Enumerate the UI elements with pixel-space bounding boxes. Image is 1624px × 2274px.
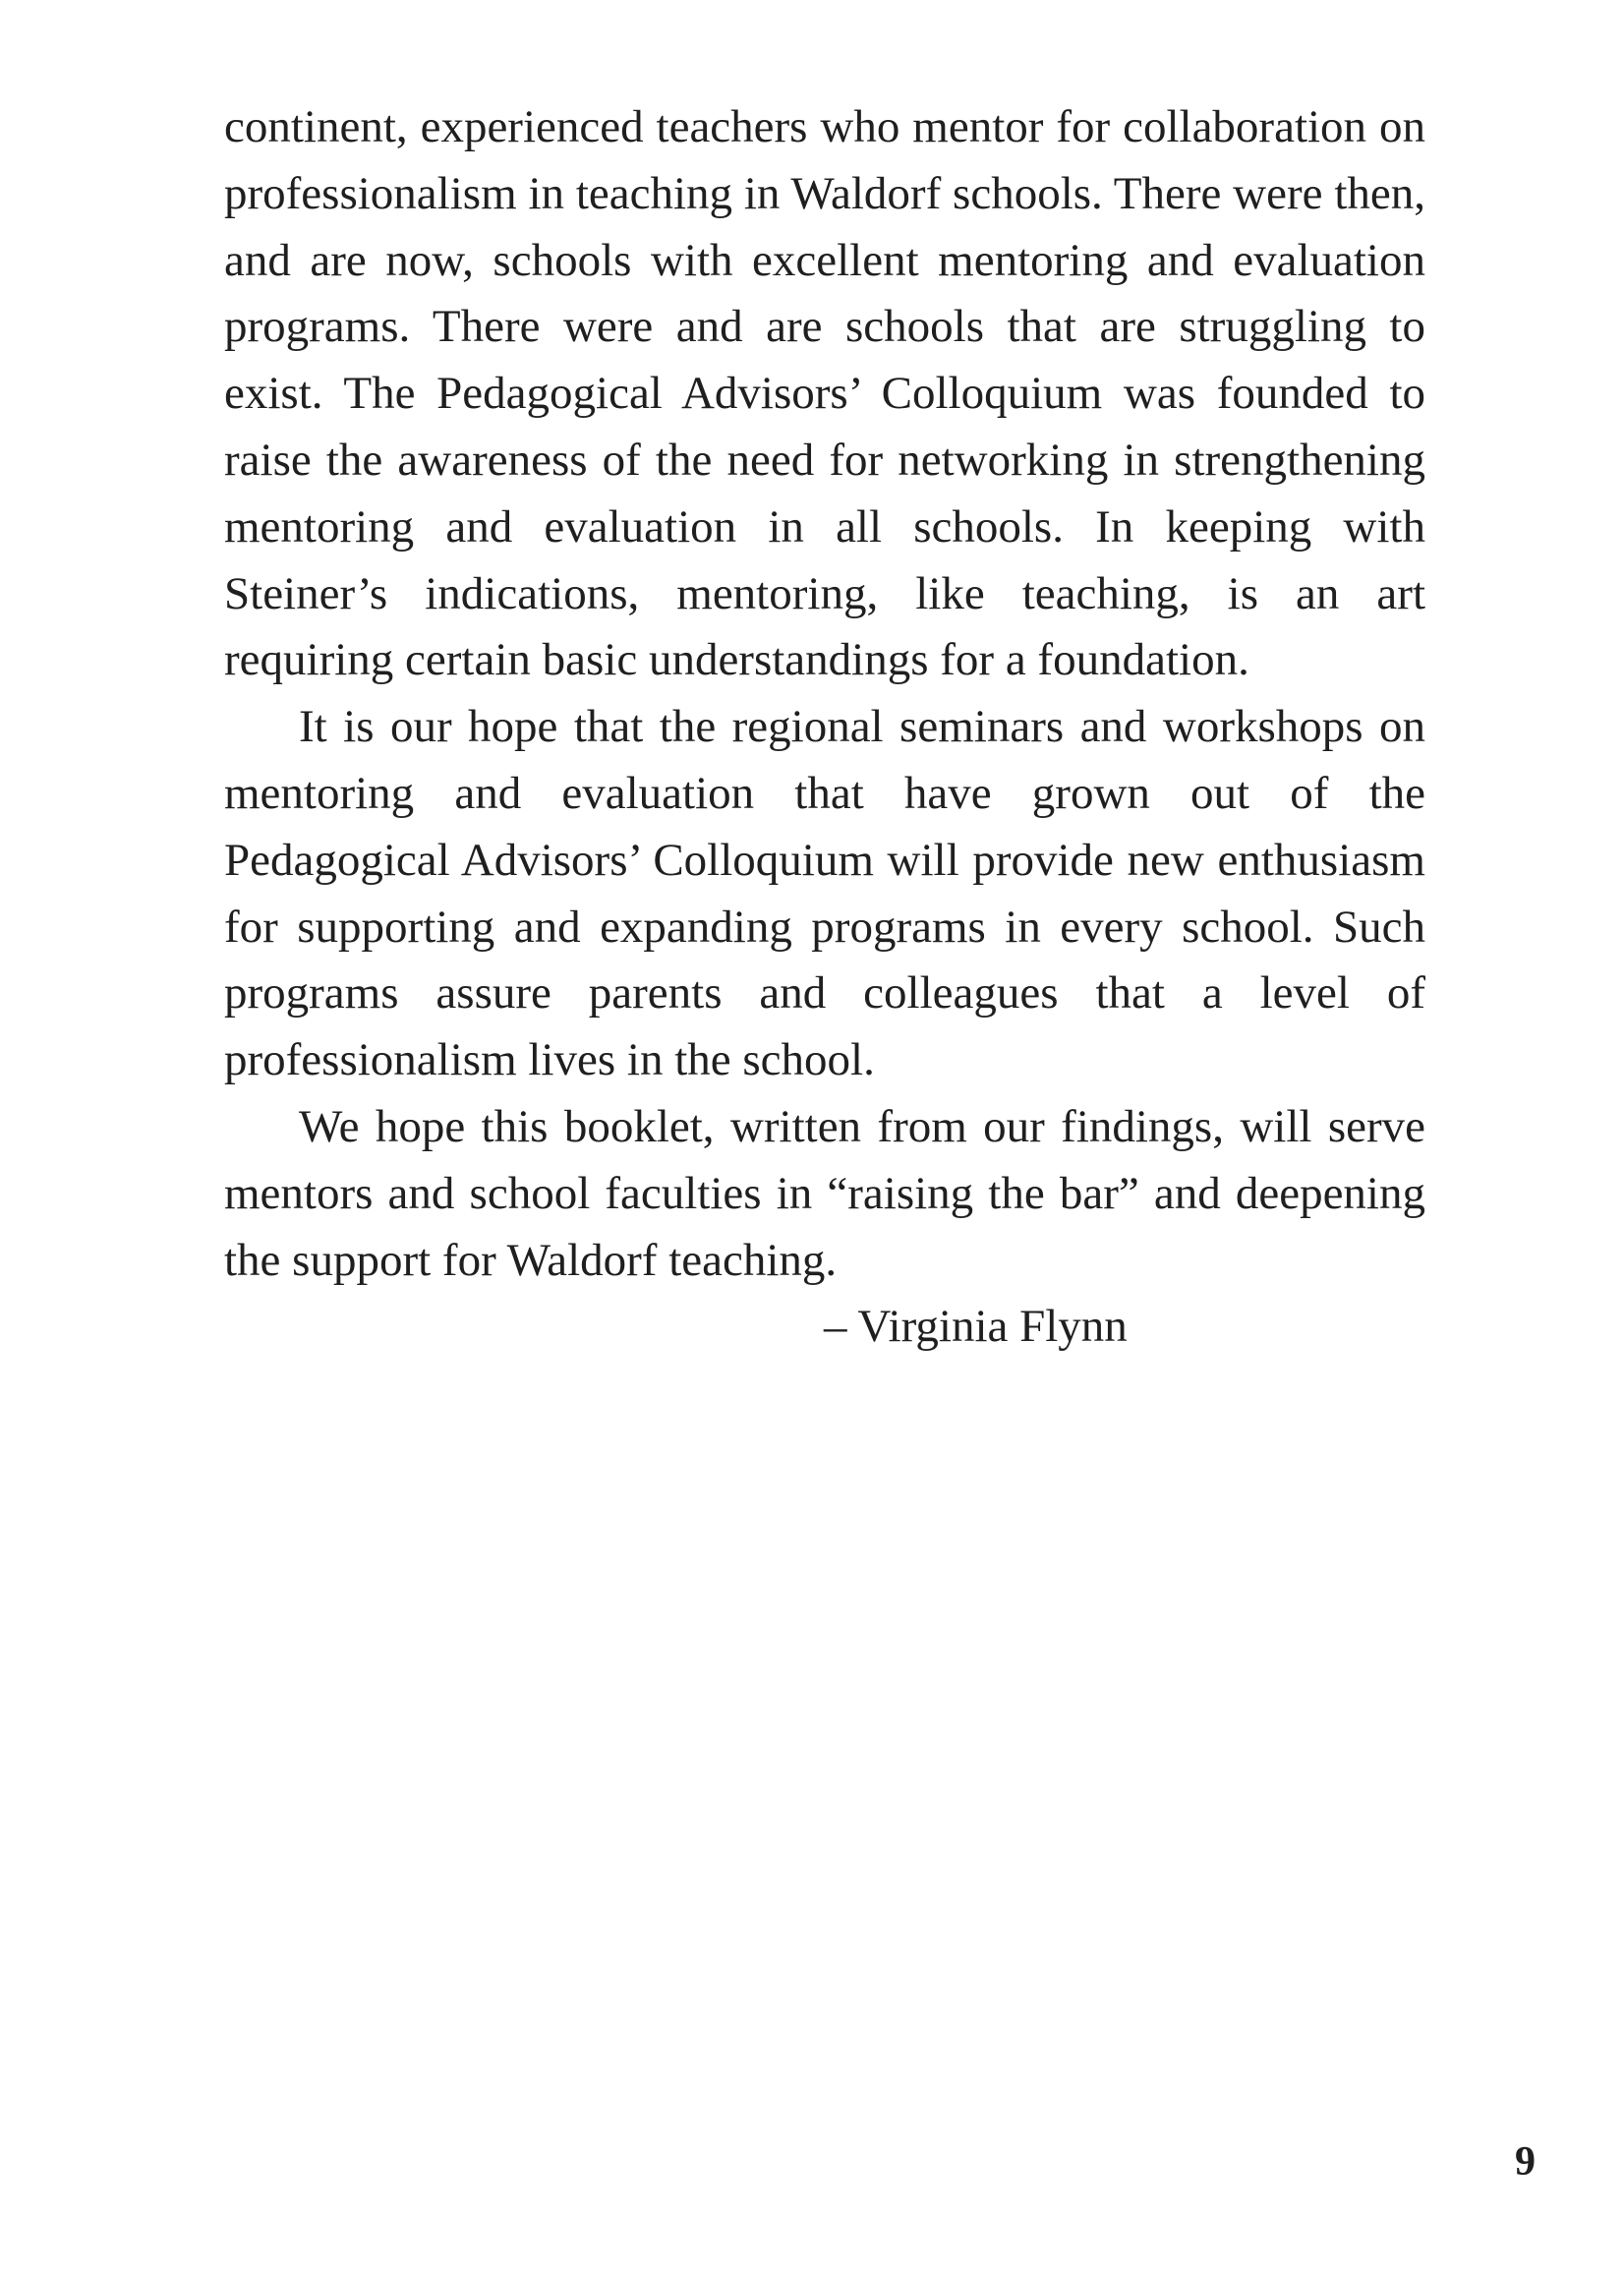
paragraph-booklet: We hope this booklet, written from our findings, will serve mentors and school faculties in “raising the bar” and deepening the support for Waldorf teaching. xyxy=(224,1100,1425,1286)
signature: – Virginia Flynn xyxy=(824,1301,1128,1353)
page-number: 9 xyxy=(1515,2139,1536,2185)
paragraph-hope: It is our hope that the regional seminars and workshops on mentoring and evaluation that have grown out of the Pedagogical Advisors’ Colloquium will provide new enthusiasm for supporting and expanding programs in every school. Such programs assure parents and colleagues that a level of professionalism lives in the school. xyxy=(224,701,1425,1086)
paragraph-continuation: continent, experienced teachers who mentor for collaboration on professionalism in teaching in Waldorf schools. There were then, and are now, schools with excellent mentoring and evaluation programs. There were and are schools that are struggling to exist. The Pedagogical Advisors’ Colloquium was founded to raise the awareness of the need for networking in strengthening mentoring and evaluation in all schools. In keeping with Steiner’s indications, mentoring, like teaching, is an art requiring certain basic understandings for a foundation. xyxy=(224,101,1425,686)
body-text xyxy=(224,94,1425,1361)
